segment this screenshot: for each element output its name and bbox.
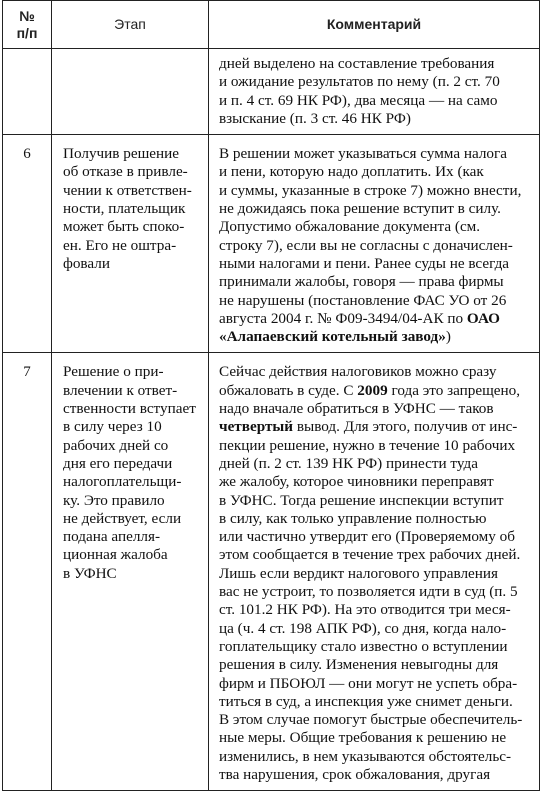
- text-line: [219, 693, 533, 711]
- row-comment: [209, 353, 540, 791]
- text-line: ку. Это правило: [63, 491, 165, 509]
- text-line: чении к ответствен-: [63, 181, 192, 199]
- row-comment: [209, 49, 540, 135]
- text-run: вас не устроит, то позволяется идти в суд (п. 5: [219, 583, 518, 601]
- row-num: [3, 49, 52, 135]
- bold-text: четвертый: [219, 418, 294, 436]
- text-line: об отказе в привле-: [63, 163, 188, 181]
- text-line: [219, 473, 533, 491]
- text-line: влечении к ответ-: [63, 381, 178, 399]
- text-line: [219, 328, 533, 346]
- text-line: [219, 237, 533, 255]
- text-line: [219, 455, 533, 473]
- text-line: [219, 73, 533, 91]
- text-line: рабочих дней со: [63, 436, 169, 454]
- text-run: дней выделено на составление требования: [219, 55, 495, 72]
- text-line: [219, 565, 533, 583]
- text-run: обжаловать в суде. С: [219, 381, 358, 399]
- text-line: [219, 656, 533, 674]
- text-line: [219, 400, 533, 418]
- text-run: не дожидаясь пока решение вступит в силу.: [219, 200, 501, 218]
- bold-text: ОАО: [466, 309, 500, 327]
- text-run: строку 7), если вы не согласны с доначислен-: [219, 236, 513, 254]
- text-line: [219, 711, 533, 729]
- table-body: [3, 49, 540, 791]
- text-line: [219, 92, 533, 110]
- text-line: [219, 292, 533, 310]
- text-line: [219, 182, 533, 200]
- text-run: и пени, которую надо доплатить. Их (как: [219, 163, 484, 181]
- text-line: [219, 382, 533, 400]
- text-line: [219, 583, 533, 601]
- text-line: [219, 748, 533, 766]
- text-run: титься в суд, а инспекция уже снимет деньги.: [219, 692, 513, 710]
- text-line: [219, 145, 533, 163]
- text-line: [219, 273, 533, 291]
- text-run: тва нарушения, срок обжалования, другая: [219, 765, 491, 783]
- text-run: или частично утвердит его (Проверяемому об: [219, 528, 515, 546]
- row-stage: [52, 353, 209, 791]
- text-run: взыскание (п. 3 ст. 46 НК РФ): [219, 109, 411, 127]
- row-num: 7: [3, 353, 52, 791]
- text-line: [219, 729, 533, 747]
- text-run: года это запрещено,: [387, 381, 521, 399]
- text-run: августа 2004 г. № Ф09-3494/04-АК по: [219, 309, 467, 327]
- text-run: и п. 4 ст. 69 НК РФ), два месяца — на само: [219, 91, 498, 109]
- text-line: в силу через 10: [63, 418, 162, 436]
- row-stage: [52, 49, 209, 135]
- text-run: принимали жалобы, говоря — права фирмы: [219, 273, 504, 291]
- table-header-row: [3, 1, 540, 49]
- text-line: дня его передачи: [63, 454, 173, 472]
- text-run: этом сообщается в течение трех рабочих дней.: [219, 546, 521, 564]
- text-run: ): [445, 328, 451, 346]
- text-line: [219, 675, 533, 693]
- text-line: [219, 163, 533, 181]
- text-run: в силу, как только управление полностью: [219, 509, 487, 527]
- text-line: Решение о при-: [63, 363, 164, 381]
- text-line: [219, 363, 533, 381]
- text-run: Сейчас действия налоговиков можно сразу: [219, 363, 497, 381]
- text-line: [219, 546, 533, 564]
- text-line: ционная жалоба: [63, 546, 168, 564]
- text-run: вывод. Для этого, получив от инс-: [293, 418, 518, 436]
- text-run: не нарушены (постановление ФАС УО от 26: [219, 291, 507, 309]
- text-run: фирм и ПБОЮЛ — они могут не успеть обра-: [219, 674, 518, 692]
- text-line: [219, 310, 533, 328]
- text-run: гоплательщику стало известно о вступлении: [219, 637, 508, 655]
- text-line: [219, 200, 533, 218]
- text-line: [219, 601, 533, 619]
- text-line: [219, 492, 533, 510]
- stages-table: [2, 0, 540, 791]
- text-line: подана апелля-: [63, 528, 161, 546]
- text-run: же жалобу, которое чиновники переправят: [219, 473, 494, 491]
- text-line: фовали: [63, 254, 110, 272]
- table-row: [3, 353, 540, 791]
- text-run: дней (п. 2 ст. 139 НК РФ) принести туда: [219, 454, 478, 472]
- text-run: и суммы, указанные в строке 7) можно внести,: [219, 181, 522, 199]
- text-run: Лишь если вердикт налогового управления: [219, 564, 499, 582]
- row-comment: [209, 135, 540, 353]
- row-stage: [52, 135, 209, 353]
- text-run: ными налогами и пени. Ранее суды не всегда: [219, 254, 510, 272]
- text-run: и ожидание результатов по нему (п. 2 ст. 70: [219, 73, 500, 91]
- text-run: ные меры. Общие требования к решению не: [219, 729, 507, 747]
- header-num: № п/п: [3, 1, 52, 49]
- text-line: в УФНС: [63, 564, 117, 582]
- text-run: надо вначале обратиться в УФНС — таков: [219, 400, 494, 418]
- text-run: в УФНС. Тогда решение инспекции вступит: [219, 491, 504, 509]
- text-line: [219, 620, 533, 638]
- text-line: [219, 638, 533, 656]
- text-line: [219, 528, 533, 546]
- text-line: [219, 766, 533, 784]
- bold-text: 2009: [357, 381, 388, 399]
- text-run: ца (ч. 4 ст. 198 АПК РФ), со дня, когда нало-: [219, 619, 507, 637]
- header-comment: Комментарий: [209, 1, 540, 49]
- text-run: изменились, в нем указываются обстоятельс-: [219, 747, 512, 765]
- text-run: В решении может указываться сумма налога: [219, 145, 507, 163]
- text-run: В этом случае помогут быстрые обеспечитель-: [219, 711, 523, 729]
- text-line: [219, 418, 533, 436]
- text-line: [219, 255, 533, 273]
- text-line: ности, плательщик: [63, 200, 186, 218]
- text-line: ственности вступает: [63, 400, 196, 418]
- text-run: Допустимо обжалование документа (см.: [219, 218, 481, 236]
- text-line: Получив решение: [63, 145, 180, 163]
- text-run: ст. 101.2 НК РФ). На это отводится три меся-: [219, 601, 511, 619]
- text-line: может быть споко-: [63, 218, 185, 236]
- text-run: пекции решение, нужно в течение 10 рабочих: [219, 436, 516, 454]
- table-row: [3, 49, 540, 135]
- header-stage: Этап: [52, 1, 209, 49]
- text-line: [219, 55, 533, 73]
- text-line: налогоплательщи-: [63, 473, 182, 491]
- bold-text: «Алапаевский котельный завод»: [219, 328, 446, 346]
- text-line: [219, 218, 533, 236]
- text-line: [219, 510, 533, 528]
- row-num: 6: [3, 135, 52, 353]
- table-row: [3, 135, 540, 353]
- text-line: не действует, если: [63, 509, 182, 527]
- text-line: [219, 437, 533, 455]
- text-line: ен. Его не оштра-: [63, 236, 177, 254]
- text-run: решения в силу. Изменения невыгодны для: [219, 656, 499, 674]
- text-line: [219, 110, 533, 128]
